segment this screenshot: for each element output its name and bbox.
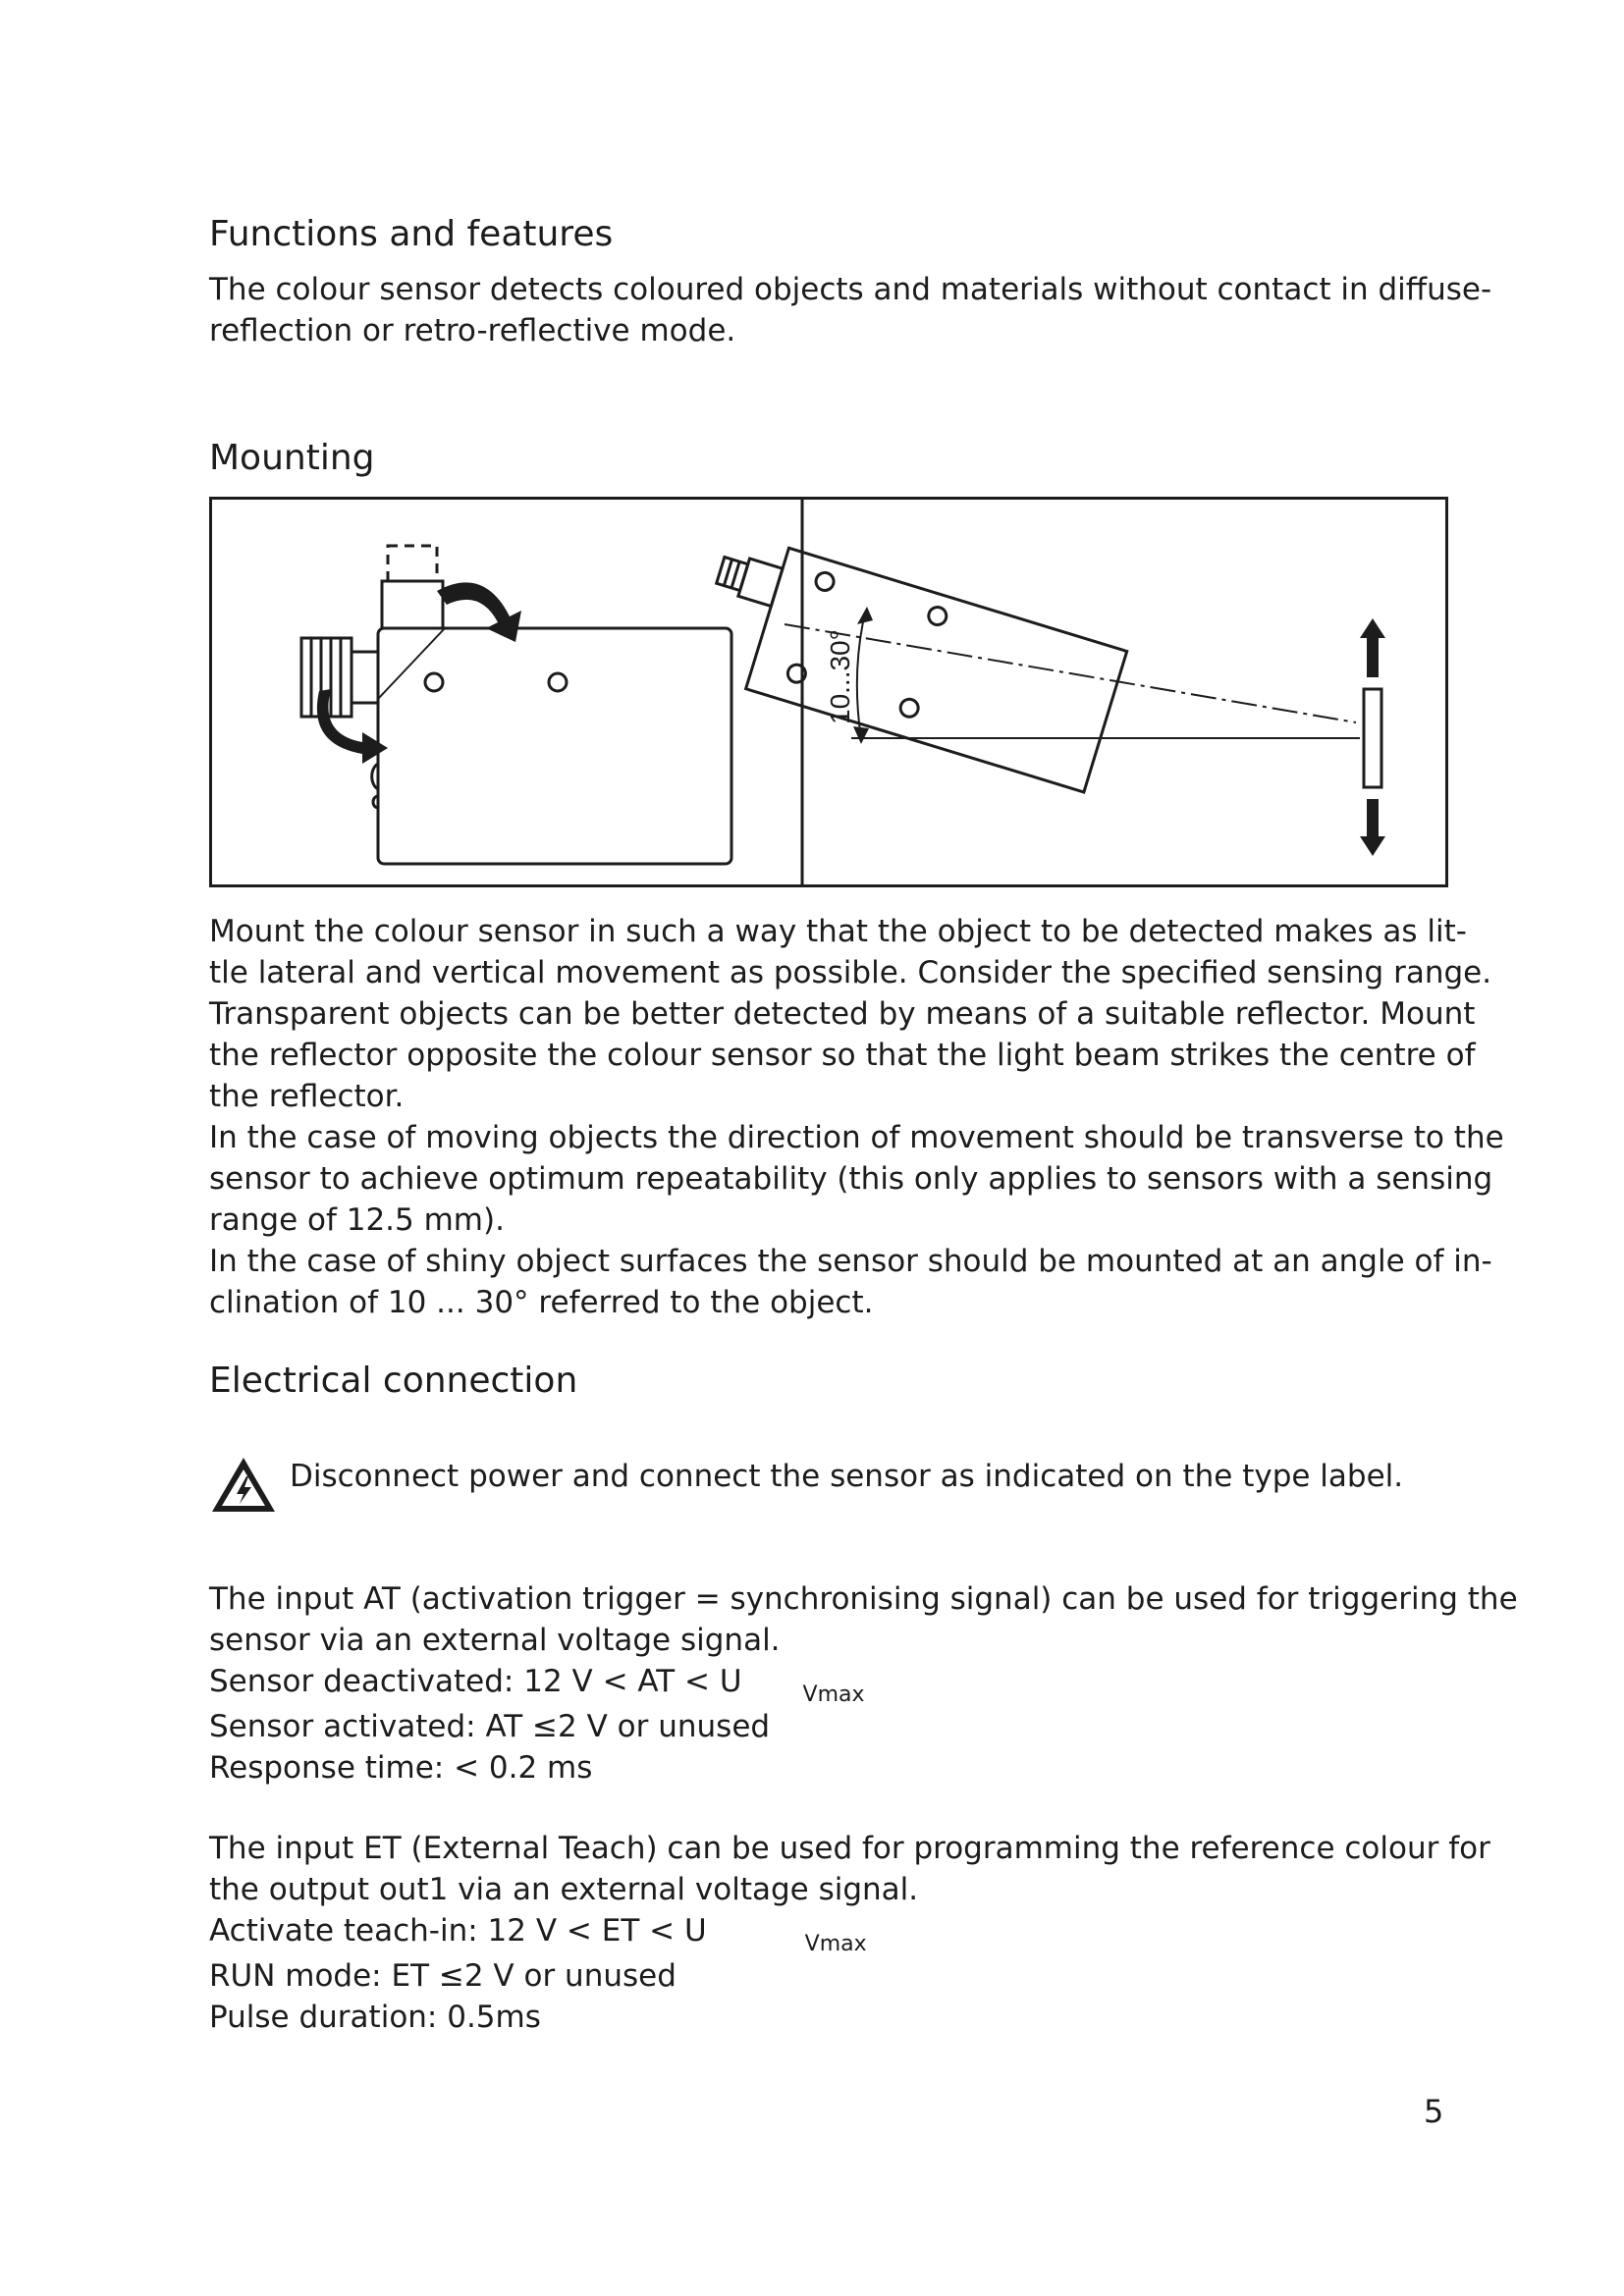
text-line: Transparent objects can be better detected by means of a suitable reflector. Mount bbox=[209, 996, 1476, 1032]
text-line: the reflector. bbox=[209, 1079, 405, 1114]
angle-label: 10...30° bbox=[825, 629, 855, 724]
vmax-subscript: Vmax bbox=[802, 1682, 865, 1707]
mounting-paragraph bbox=[209, 911, 1504, 1323]
text-line: sensor to achieve optimum repeatability (this only applies to sensors with a sensing bbox=[209, 1161, 1493, 1197]
at-input-paragraph bbox=[209, 1578, 1518, 1789]
at-activated-line: Sensor activated: AT ≤2 V or unused bbox=[209, 1709, 771, 1744]
et-run-line: RUN mode: ET ≤2 V or unused bbox=[209, 1958, 677, 1994]
heading-functions-and-features: Functions and features bbox=[209, 214, 614, 254]
text-line: In the case of moving objects the direction of movement should be transverse to the bbox=[209, 1120, 1504, 1155]
heading-electrical-connection: Electrical connection bbox=[209, 1361, 578, 1401]
at-response-line: Response time: < 0.2 ms bbox=[209, 1750, 593, 1786]
text-line: the reflector opposite the colour sensor so that the light beam strikes the centre of bbox=[209, 1038, 1476, 1073]
vmax-subscript: Vmax bbox=[804, 1932, 867, 1956]
target-object bbox=[1364, 689, 1381, 787]
et-activate-line bbox=[209, 1910, 1448, 1955]
page-number: 5 bbox=[1424, 2093, 1444, 2130]
heading-mounting: Mounting bbox=[209, 438, 375, 478]
text-line: range of 12.5 mm). bbox=[209, 1202, 505, 1238]
warning-text: Disconnect power and connect the sensor as indicated on the type label. bbox=[290, 1459, 1404, 1494]
text-line: reflection or retro-reflective mode. bbox=[209, 313, 736, 348]
mounting-figure bbox=[209, 497, 1448, 887]
et-pulse-line: Pulse duration: 0.5ms bbox=[209, 2000, 541, 2035]
functions-paragraph bbox=[209, 269, 1492, 351]
et-activate-text: Activate teach-in: 12 V < ET < U bbox=[209, 1913, 707, 1949]
text-line: Mount the colour sensor in such a way that the object to be detected makes as lit- bbox=[209, 914, 1467, 949]
text-line: tle lateral and vertical movement as possible. Consider the specified sensing range. bbox=[209, 955, 1492, 990]
et-input-paragraph bbox=[209, 1828, 1490, 2038]
text-line: The input ET (External Teach) can be used for programming the reference colour for bbox=[209, 1831, 1490, 1866]
at-deactivated-text: Sensor deactivated: 12 V < AT < U bbox=[209, 1664, 742, 1699]
text-line: the output out1 via an external voltage signal. bbox=[209, 1872, 919, 1907]
at-deactivated-line bbox=[209, 1661, 1448, 1706]
text-line: The colour sensor detects coloured objects and materials without contact in diffuse- bbox=[209, 272, 1492, 307]
text-line: In the case of shiny object surfaces the sensor should be mounted at an angle of in- bbox=[209, 1244, 1492, 1279]
high-voltage-warning-icon bbox=[209, 1455, 278, 1516]
text-line: sensor via an external voltage signal. bbox=[209, 1623, 781, 1658]
text-line: clination of 10 ... 30° referred to the object. bbox=[209, 1285, 874, 1320]
text-line: The input AT (activation trigger = synchronising signal) can be used for triggering the bbox=[209, 1581, 1518, 1617]
